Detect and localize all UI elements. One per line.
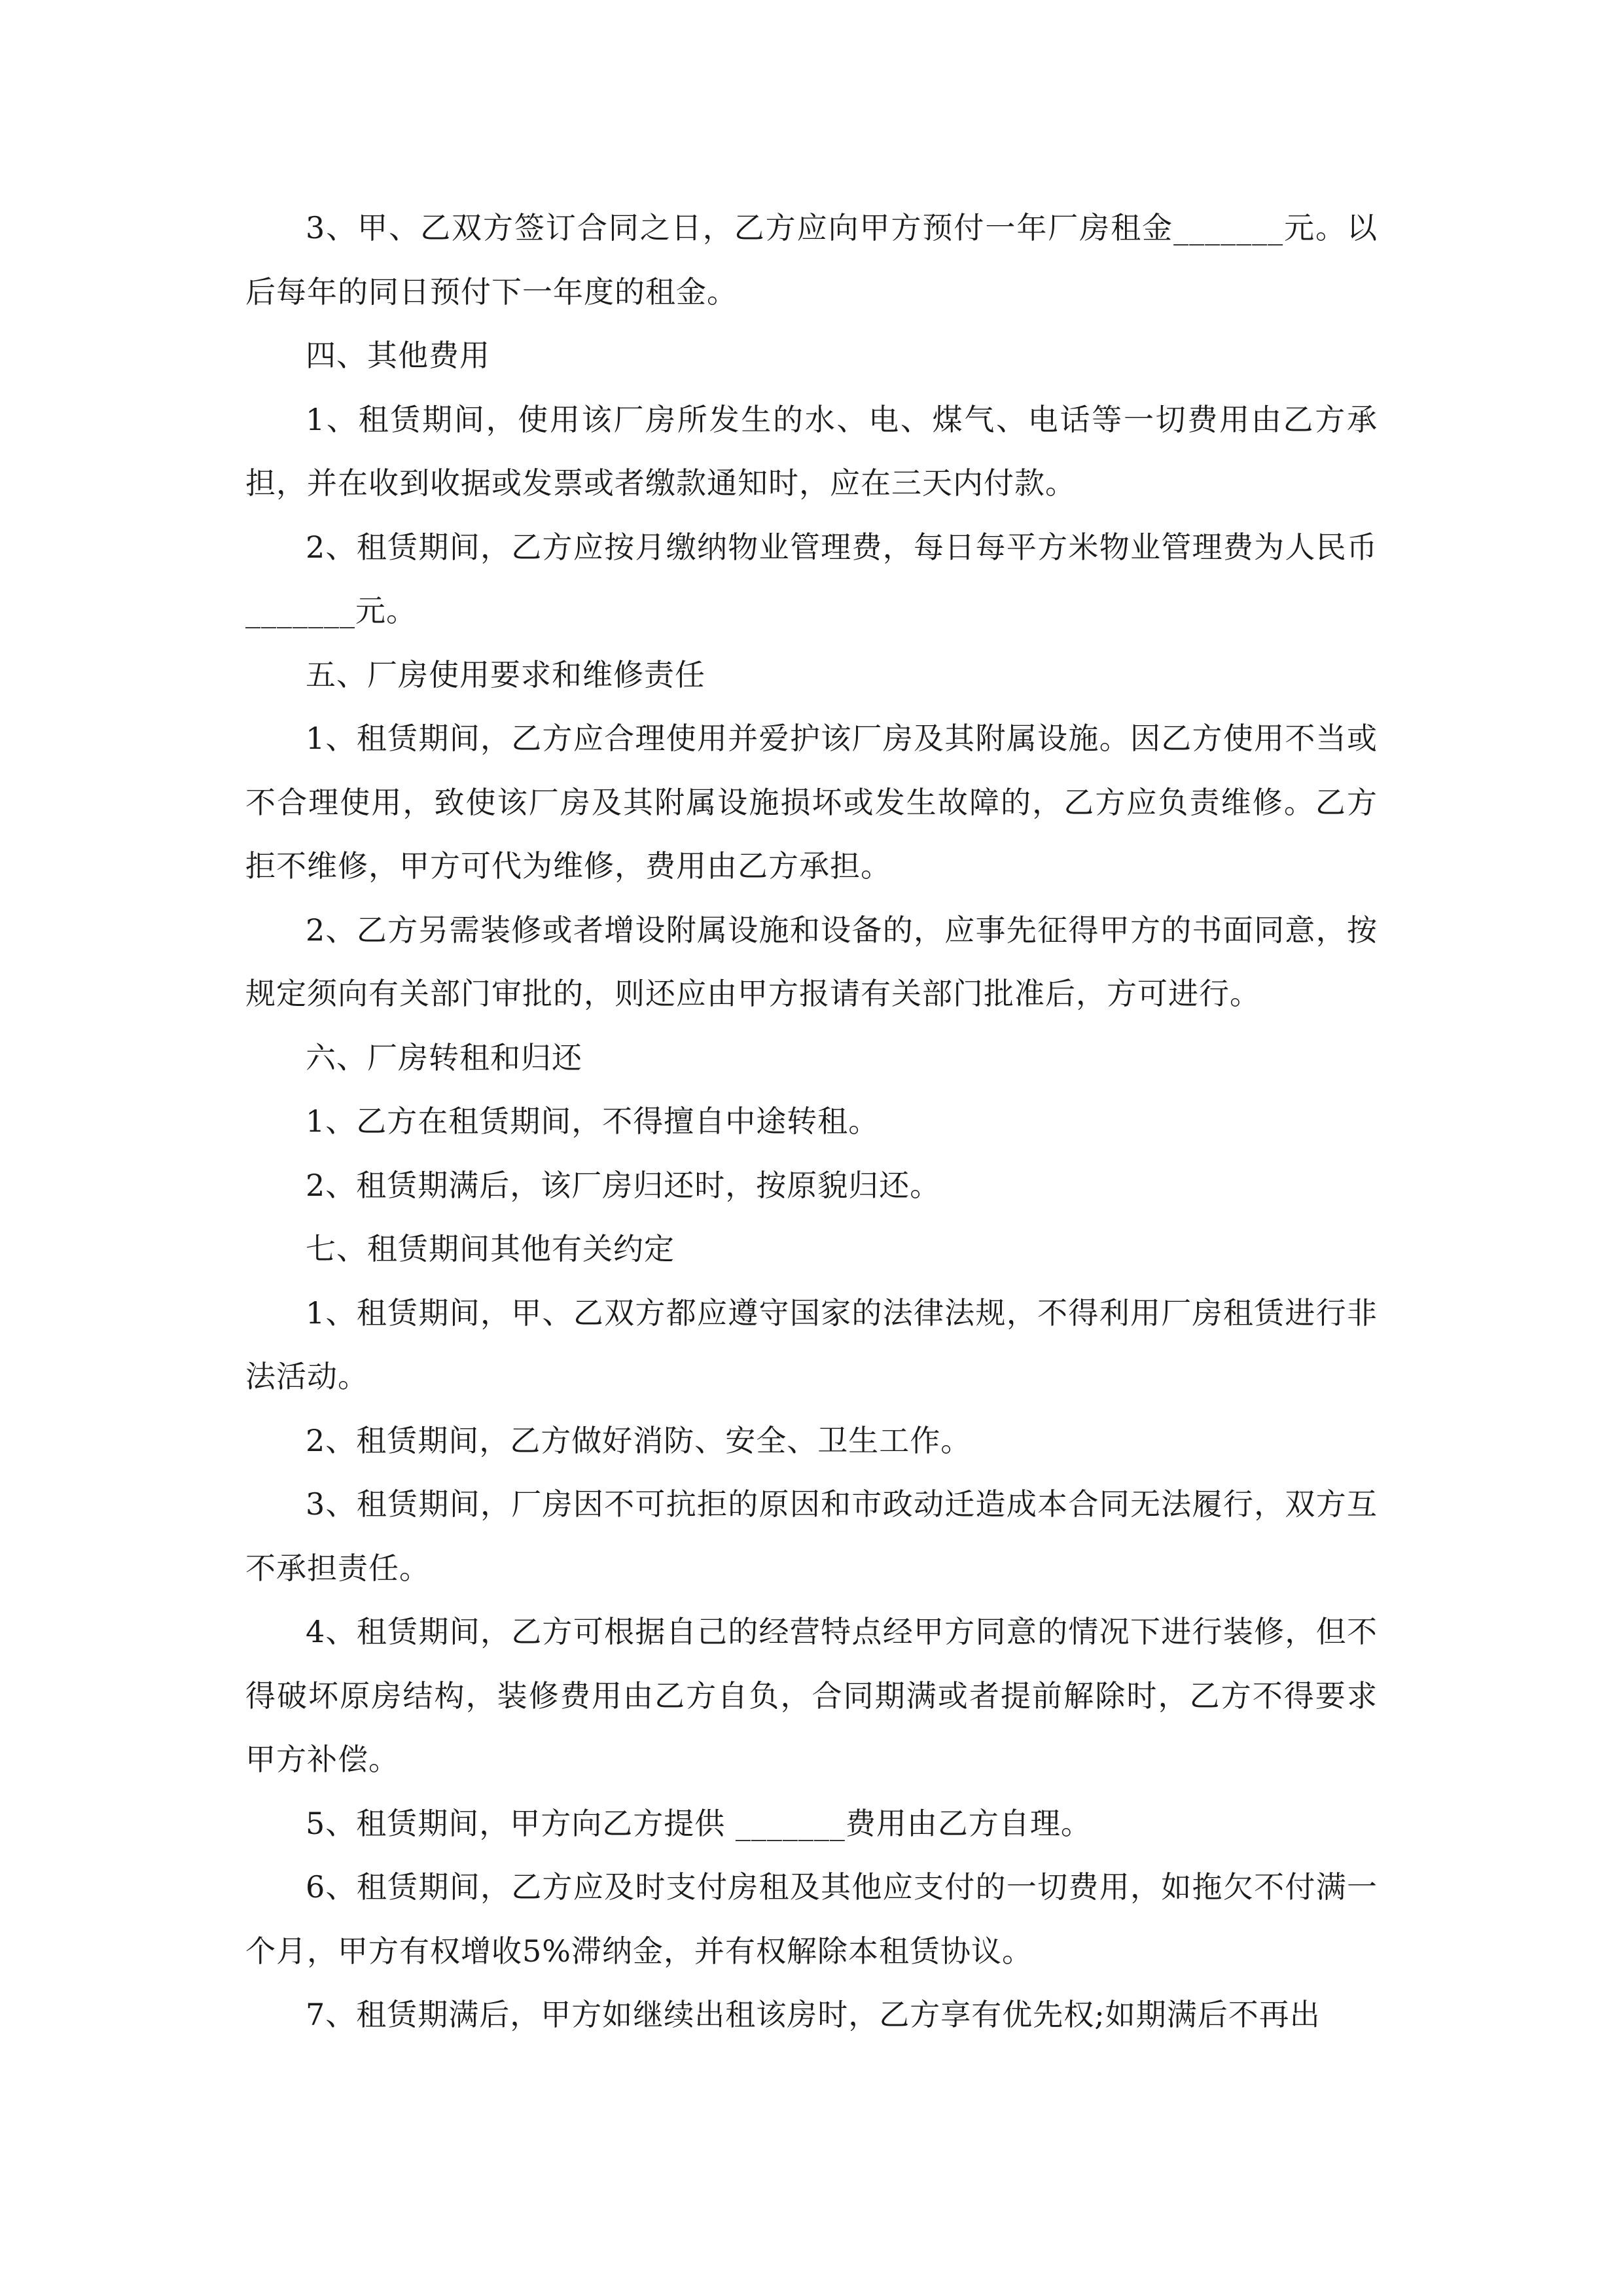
paragraph-force-majeure: 3、租赁期间，厂房因不可抗拒的原因和市政动迁造成本合同无法履行，双方互不承担责任。 [245,1486,1378,1586]
paragraph-utility-fees: 1、租赁期间，使用该厂房所发生的水、电、煤气、电话等一切费用由乙方承担，并在收到收据或发票或者缴款通知时，应在三天内付款。 [245,401,1378,501]
paragraph-safety-work: 2、租赁期间，乙方做好消防、安全、卫生工作。 [306,1422,972,1458]
paragraph-prepay-rent: 3、甲、乙双方签订合同之日，乙方应向甲方预付一年厂房租金_______元。以后每年的同日预付下一年度的租金。 [245,210,1378,310]
document-body [245,196,1378,2047]
paragraph-renovation-approval: 2、乙方另需装修或者增设附属设施和设备的，应事先征得甲方的书面同意，按规定须向有关部门审批的，则还应由甲方报请有关部门批准后，方可进行。 [245,912,1378,1011]
paragraph-no-sublease: 1、乙方在租赁期间，不得擅自中途转租。 [306,1103,880,1139]
paragraph-obey-laws: 1、租赁期间，甲、乙双方都应遵守国家的法律法规，不得利用厂房租赁进行非法活动。 [245,1295,1378,1394]
paragraph-priority-right: 7、租赁期满后，甲方如继续出租该房时，乙方享有优先权;如期满后不再出 [306,1997,1321,2032]
section-heading-other-agreements: 七、租赁期间其他有关约定 [306,1231,675,1266]
paragraph-decoration: 4、租赁期间，乙方可根据自己的经营特点经甲方同意的情况下进行装修，但不得破坏原房结构，装修费用由乙方自负，合同期满或者提前解除时，乙方不得要求甲方补偿。 [245,1614,1378,1777]
paragraph-proper-use: 1、租赁期间，乙方应合理使用并爱护该厂房及其附属设施。因乙方使用不当或不合理使用，致使该厂房及其附属设施损坏或发生故障的，乙方应负责维修。乙方拒不维修，甲方可代为维修，费用由乙方承担。 [245,721,1378,884]
section-heading-other-fees: 四、其他费用 [306,338,490,373]
paragraph-property-management-fee: 2、租赁期间，乙方应按月缴纳物业管理费，每日每平方米物业管理费为人民币_______元。 [245,529,1378,628]
section-heading-sublease-return: 六、厂房转租和归还 [306,1039,582,1075]
paragraph-provided-items: 5、租赁期间，甲方向乙方提供 _______费用由乙方自理。 [306,1805,1092,1841]
paragraph-late-payment: 6、租赁期间，乙方应及时支付房租及其他应支付的一切费用，如拖欠不付满一个月，甲方有权增收5%滞纳金，并有权解除本租赁协议。 [245,1869,1378,1969]
paragraph-return-original: 2、租赁期满后，该厂房归还时，按原貌归还。 [306,1167,941,1203]
section-heading-usage-maintenance: 五、厂房使用要求和维修责任 [306,656,705,692]
